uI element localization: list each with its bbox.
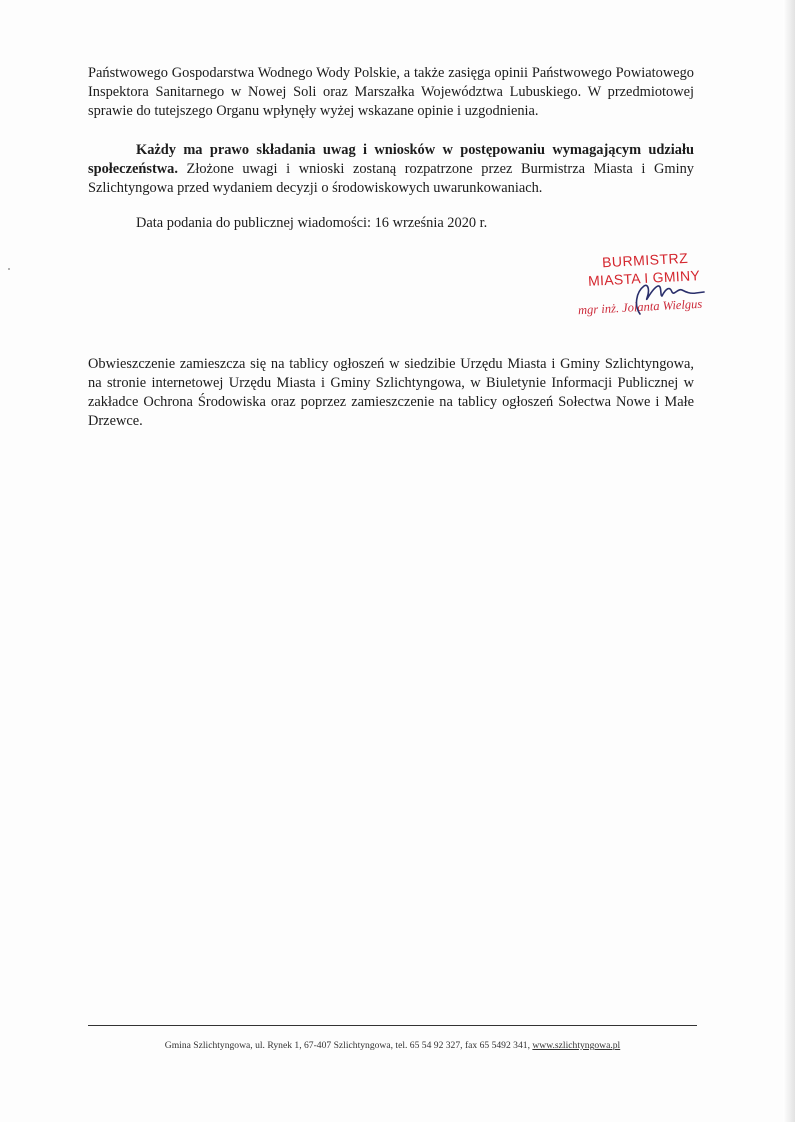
paragraph-opinions: Państwowego Gospodarstwa Wodnego Wody Polskie, a także zasięga opinii Państwowego Powiatowego Inspektora Sanitarnego w Nowej Soli oraz Marszałka Województwa Lubuskiego. W przedmiotowej sprawie do tutejszego Organu wpłynęły wyżej wskazane opinie i uzgodnienia. <box>88 65 694 119</box>
stamp-name: mgr inż. Jolanta Wielgus <box>577 296 703 318</box>
footer-address: Gmina Szlichtyngowa, ul. Rynek 1, 67-407 Szlichtyngowa, tel. 65 54 92 327, fax 65 5492 341, <box>164 1040 533 1051</box>
paragraph-public-rights <box>88 141 694 198</box>
paragraph-public-rights-bold: Każdy ma prawo składania uwag i wniosków w postępowaniu wymagającym udziału społeczeństwa. <box>88 142 694 177</box>
publication-date: Data podania do publicznej wiadomości: 16 września 2020 r. <box>136 215 488 231</box>
footer-website-link[interactable]: www.szlichtyngowa.pl <box>532 1040 621 1051</box>
paragraph-announcement-placement: Obwieszczenie zamieszcza się na tablicy ogłoszeń w siedzibie Urzędu Miasta i Gminy Szlichtyngowa, na stronie internetowej Urzędu Miasta i Gminy Szlichtyngowa, w Biuletynie Informacji Publicznej w zakładce Ochrona Środowiska oraz poprzez zamieszczenie na tablicy ogłoszeń Sołectwa Nowe i Małe Drzewce. <box>88 356 694 429</box>
footer-divider <box>88 1025 697 1026</box>
paragraph-public-rights-rest: Złożone uwagi i wnioski zostaną rozpatrzone przez Burmistrza Miasta i Gminy Szlichtyngowa przed wydaniem decyzji o środowiskowych uwarunkowaniach. <box>88 161 694 196</box>
stamp-title: BURMISTRZ <box>601 249 689 271</box>
stamp-subtitle: MIASTA I GMINY <box>587 267 701 289</box>
scan-speck <box>8 268 10 270</box>
footer-contact <box>88 1040 697 1051</box>
official-stamp <box>570 250 750 330</box>
handwritten-signature <box>600 278 730 318</box>
scan-edge-shadow <box>783 0 795 1122</box>
